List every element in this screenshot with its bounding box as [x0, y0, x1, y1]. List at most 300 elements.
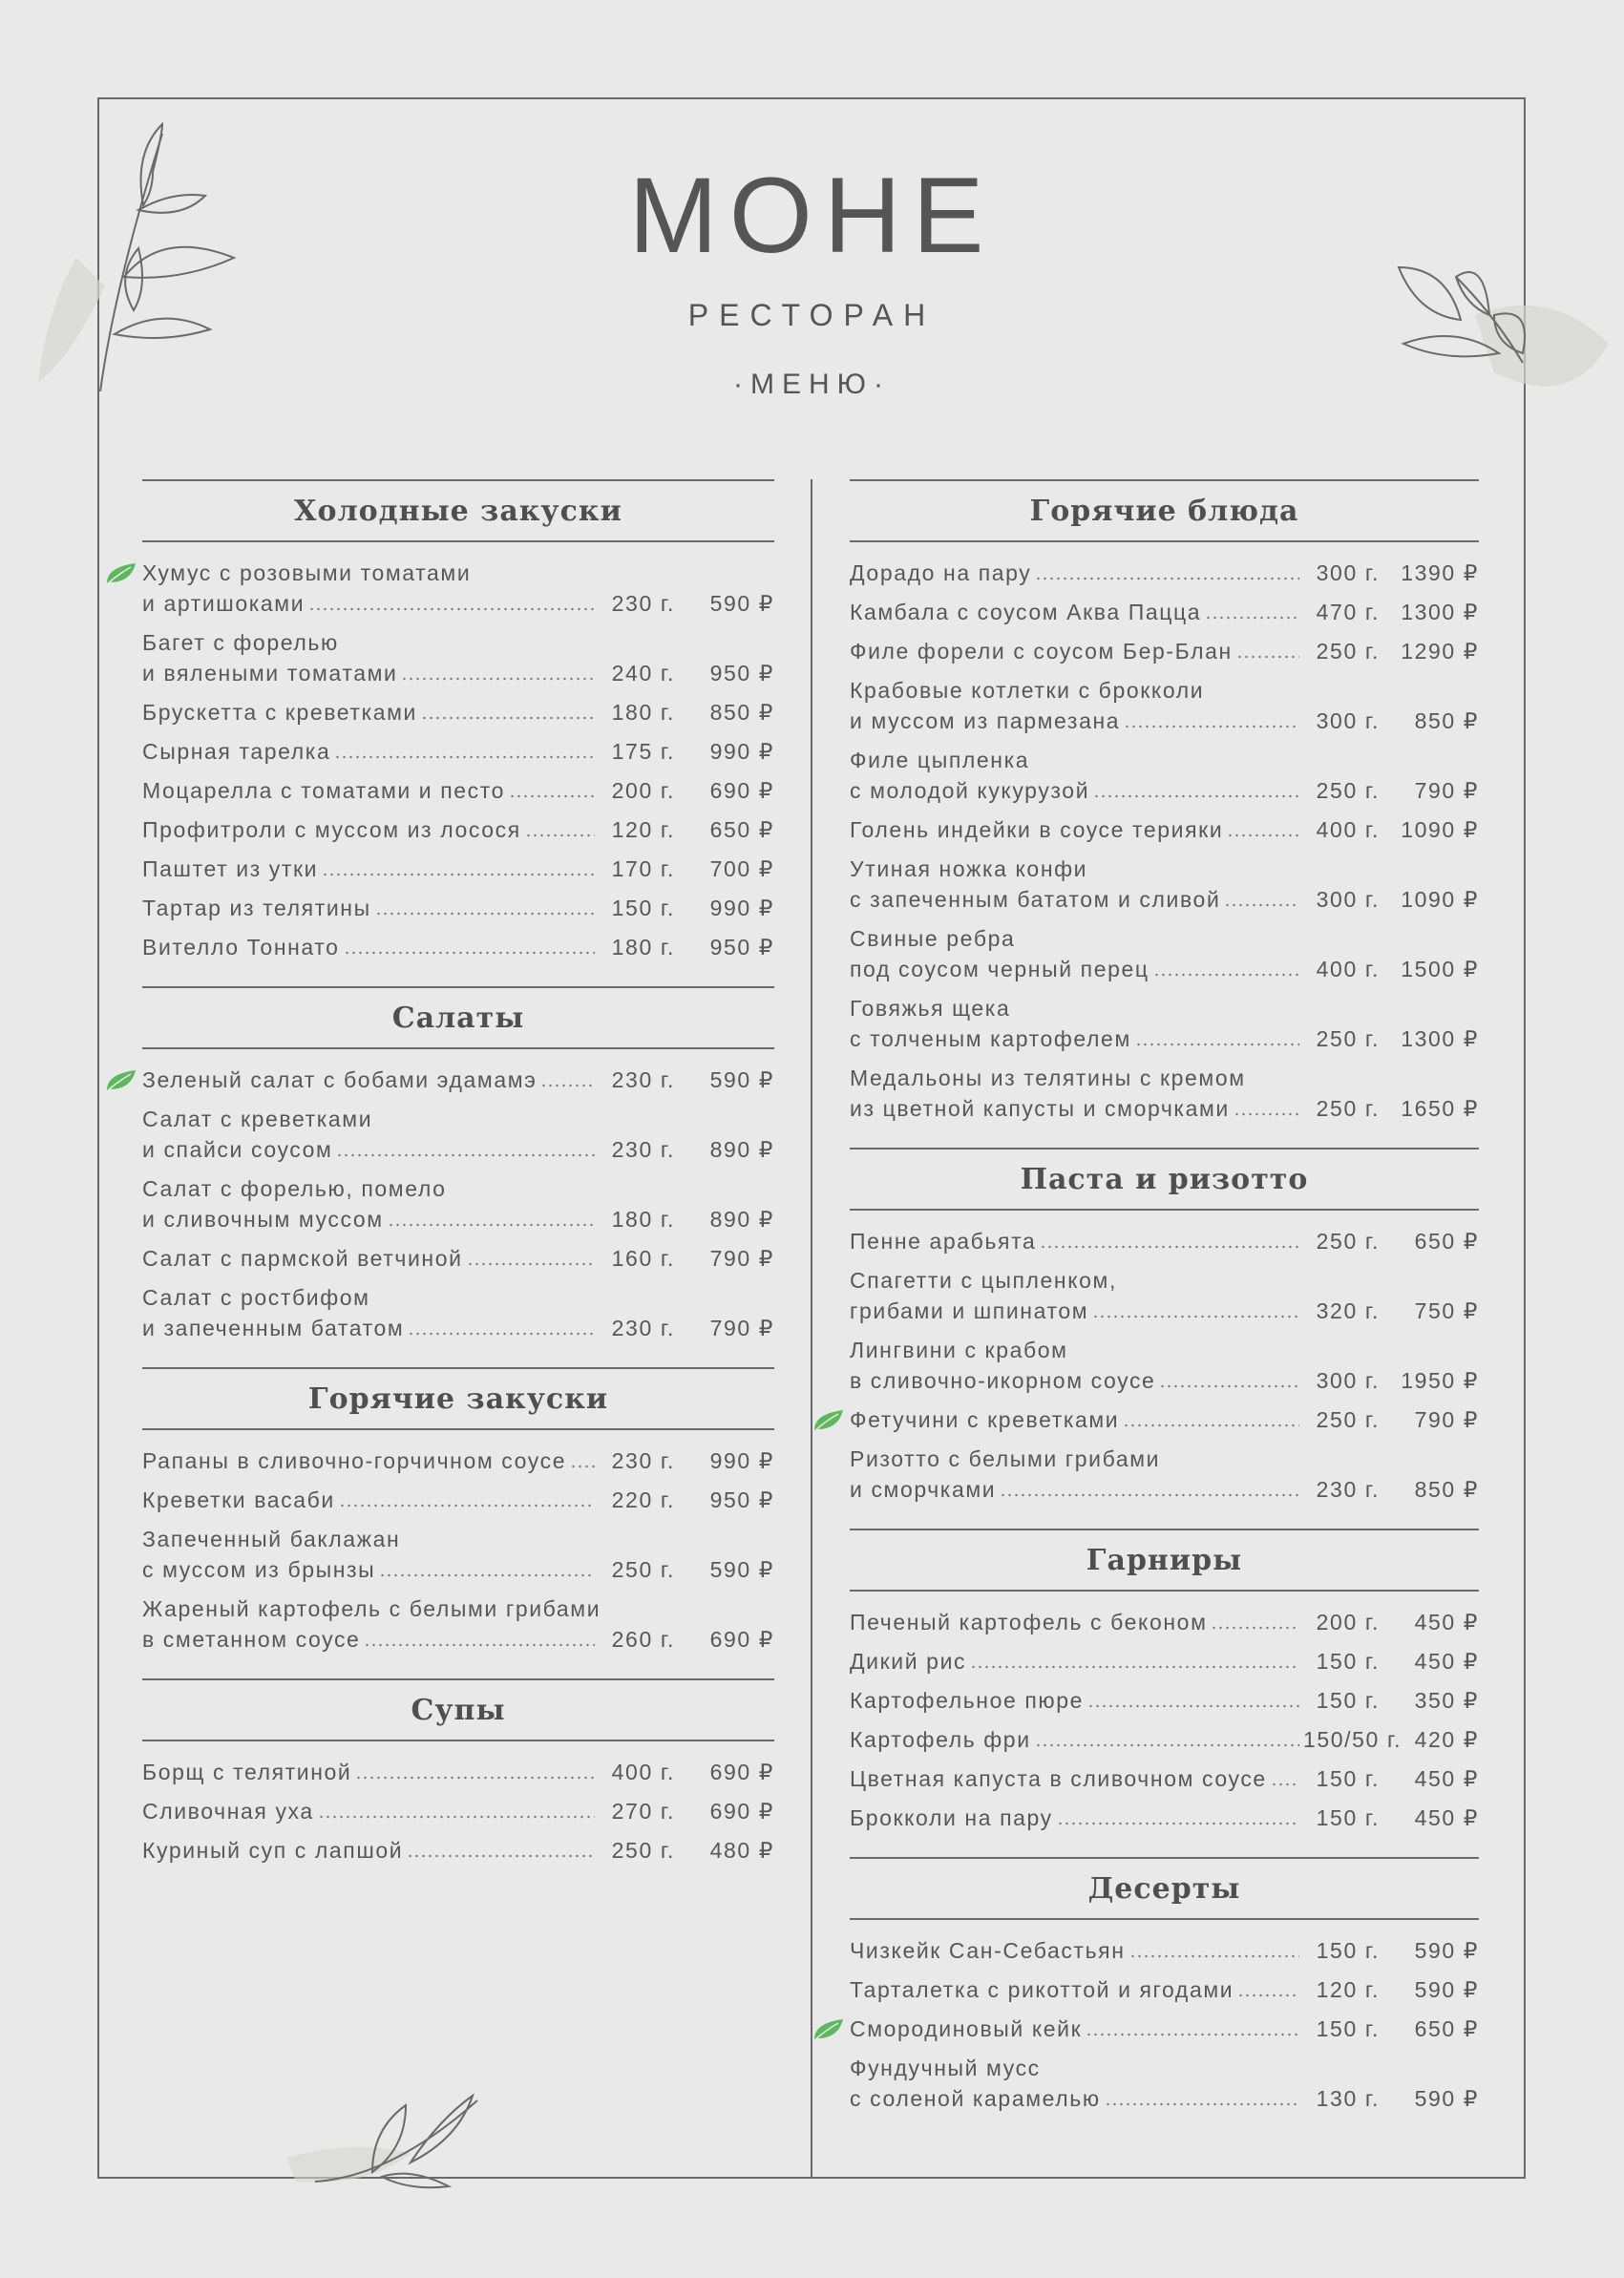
menu-item — [850, 1335, 1479, 1396]
menu-item-price: 790 ₽ — [709, 1316, 774, 1340]
menu-item-name: Смородиновый кейк — [850, 2016, 1083, 2041]
menu-item-price: 1650 ₽ — [1401, 1096, 1479, 1121]
menu-item — [142, 1445, 774, 1476]
menu-item-price: 590 ₽ — [1414, 1977, 1479, 2002]
menu-item-name: Багет с форелью — [142, 630, 339, 655]
dotted-leader — [336, 1153, 595, 1157]
menu-item-weight: 150/50 г. — [1303, 1727, 1403, 1752]
menu-item-row — [142, 697, 774, 728]
menu-item-weight: 230 г. — [611, 1448, 675, 1473]
menu-item-weight: 150 г. — [1316, 1805, 1380, 1830]
menu-item-row — [142, 1554, 774, 1585]
menu-item-name-line — [850, 923, 1479, 954]
menu-item-price: 650 ₽ — [1414, 1229, 1479, 1254]
menu-item-weight: 300 г. — [1316, 708, 1380, 733]
menu-item-name: Крабовые котлетки с брокколи — [850, 678, 1205, 703]
menu-item-name: Тарталетка с рикоттой и ягодами — [850, 1977, 1234, 2002]
menu-item — [850, 1226, 1479, 1256]
menu-item-name: Филе форели с соусом Бер-Блан — [850, 639, 1233, 664]
menu-item-price: 690 ₽ — [709, 1760, 774, 1784]
dotted-leader — [570, 1465, 595, 1468]
menu-item-price: 1300 ₽ — [1401, 1026, 1479, 1051]
menu-item-weight: 250 г. — [1316, 639, 1380, 664]
menu-item-name: Паштет из утки — [142, 856, 319, 881]
menu-item — [142, 932, 774, 962]
menu-item-weight: 470 г. — [1316, 600, 1380, 624]
menu-item-weight: 220 г. — [611, 1487, 675, 1512]
menu-item-price: 790 ₽ — [1414, 778, 1479, 803]
menu-item-weight: 240 г. — [611, 661, 675, 686]
menu-item-price: 890 ₽ — [709, 1137, 774, 1162]
menu-item-weight: 250 г. — [1316, 1096, 1380, 1121]
menu-section — [142, 986, 774, 1367]
menu-item-name: и сливочным муссом — [142, 1207, 384, 1232]
menu-item-price: 1500 ₽ — [1401, 957, 1479, 981]
menu-item-name: и сморчками — [850, 1477, 997, 1502]
menu-item-name: Сливочная уха — [142, 1799, 314, 1824]
menu-item — [850, 1974, 1479, 2005]
dotted-leader — [1227, 833, 1299, 837]
menu-item-weight: 120 г. — [611, 817, 675, 842]
menu-label: ·МЕНЮ· — [733, 369, 891, 400]
dotted-leader — [355, 1776, 595, 1780]
menu-item-row — [850, 1803, 1479, 1833]
right-menu-column — [850, 479, 1479, 2138]
dotted-leader — [1035, 577, 1299, 580]
dotted-leader — [970, 1665, 1299, 1669]
menu-item-row — [850, 884, 1479, 915]
menu-item-name: с соленой карамелью — [850, 2086, 1101, 2111]
dotted-leader — [322, 873, 595, 876]
dotted-leader — [1040, 1245, 1299, 1249]
menu-section — [850, 1857, 1479, 2138]
menu-item-price: 1090 ₽ — [1401, 887, 1479, 912]
menu-item-row — [850, 1646, 1479, 1677]
menu-item-row — [142, 1134, 774, 1165]
menu-item-weight: 320 г. — [1316, 1298, 1380, 1323]
menu-item — [850, 1265, 1479, 1326]
menu-item — [142, 814, 774, 845]
menu-item-name: Дорадо на пару — [850, 560, 1032, 585]
dotted-leader — [1035, 1743, 1299, 1747]
menu-item-name: Жареный картофель с белыми грибами — [142, 1596, 601, 1621]
menu-item — [142, 854, 774, 884]
menu-item-name: и запеченным бататом — [142, 1316, 405, 1340]
dotted-leader — [1123, 1424, 1299, 1427]
menu-item-price: 420 ₽ — [1414, 1727, 1479, 1752]
menu-item-row — [142, 932, 774, 962]
menu-item — [142, 1243, 774, 1274]
menu-item-row — [850, 814, 1479, 845]
menu-item-weight: 250 г. — [611, 1557, 675, 1582]
menu-item-list — [850, 1920, 1479, 2138]
dotted-leader — [467, 1262, 595, 1266]
menu-item-price: 450 ₽ — [1414, 1649, 1479, 1674]
menu-item-row — [850, 1226, 1479, 1256]
vegetarian-leaf-icon — [812, 1408, 844, 1433]
menu-item-price: 1390 ₽ — [1401, 560, 1479, 585]
menu-item-row — [850, 954, 1479, 984]
dotted-leader — [1105, 2102, 1299, 2106]
dotted-leader — [525, 833, 595, 837]
menu-item — [850, 2053, 1479, 2114]
menu-item-price: 990 ₽ — [709, 739, 774, 764]
menu-item-name-line — [850, 1063, 1479, 1093]
menu-item-price: 1090 ₽ — [1401, 817, 1479, 842]
dotted-leader — [1236, 655, 1299, 659]
menu-item-name: Медальоны из телятины с кремом — [850, 1065, 1246, 1090]
dotted-leader — [1092, 1315, 1299, 1318]
menu-item-price: 450 ₽ — [1414, 1610, 1479, 1635]
section-heading: Гарниры — [850, 1529, 1479, 1592]
menu-item-weight: 150 г. — [1316, 1688, 1380, 1713]
menu-item-row — [850, 636, 1479, 666]
menu-item-name: из цветной капусты и сморчками — [850, 1096, 1230, 1121]
menu-item — [850, 558, 1479, 588]
menu-item-name: и спайси соусом — [142, 1137, 333, 1162]
vegetarian-leaf-icon — [104, 1068, 137, 1093]
menu-item-weight: 180 г. — [611, 935, 675, 960]
menu-item-name: Свиные ребра — [850, 926, 1016, 951]
menu-item-name-line — [850, 1444, 1479, 1474]
menu-item — [142, 1065, 774, 1095]
menu-item-name: Картофельное пюре — [850, 1688, 1085, 1713]
menu-item-price: 850 ₽ — [1414, 708, 1479, 733]
section-heading: Горячие блюда — [850, 479, 1479, 542]
menu-item-price: 690 ₽ — [709, 778, 774, 803]
menu-item-name: Печеный картофель с беконом — [850, 1610, 1208, 1635]
menu-item-name-line — [850, 993, 1479, 1023]
menu-item-price: 850 ₽ — [1414, 1477, 1479, 1502]
restaurant-title: МОНЕ — [628, 156, 996, 275]
menu-section — [142, 479, 774, 986]
menu-item-name: Цветная капуста в сливочном соусе — [850, 1766, 1267, 1791]
menu-item — [142, 775, 774, 806]
vegetarian-leaf-icon — [812, 2017, 844, 2042]
menu-item-name: Фундучный мусс — [850, 2056, 1041, 2080]
menu-item-price: 480 ₽ — [709, 1838, 774, 1863]
dotted-leader — [1135, 1043, 1299, 1046]
section-heading: Супы — [142, 1678, 774, 1741]
menu-item-row — [850, 1404, 1479, 1435]
dotted-leader — [509, 794, 595, 798]
menu-item-name: Утиная ножка конфи — [850, 856, 1088, 881]
dotted-leader — [344, 951, 595, 955]
menu-item-name: Рапаны в сливочно-горчичном соусе — [142, 1448, 567, 1473]
menu-item-name: Салат с пармской ветчиной — [142, 1246, 463, 1271]
menu-item-name: Говяжья щека — [850, 996, 1011, 1021]
dotted-leader — [318, 1815, 595, 1819]
menu-item-name-line — [142, 558, 774, 588]
menu-item-name: Салат с креветками — [142, 1107, 373, 1131]
menu-item-weight: 250 г. — [1316, 778, 1380, 803]
menu-section — [850, 1529, 1479, 1857]
menu-item-name: грибами и шпинатом — [850, 1298, 1089, 1323]
menu-item — [850, 1724, 1479, 1755]
menu-item-price: 990 ₽ — [709, 896, 774, 920]
section-heading: Десерты — [850, 1857, 1479, 1920]
menu-item — [850, 1063, 1479, 1124]
menu-item — [142, 1173, 774, 1234]
menu-item-name: Салат с ростбифом — [142, 1285, 370, 1310]
menu-item-weight: 230 г. — [611, 1316, 675, 1340]
menu-item — [142, 1757, 774, 1787]
dotted-leader — [407, 1854, 595, 1858]
dotted-leader — [1224, 903, 1299, 907]
menu-item-name: с толченым картофелем — [850, 1026, 1131, 1051]
menu-item-row — [850, 2014, 1479, 2044]
menu-item-row — [142, 1204, 774, 1234]
menu-item-row — [142, 893, 774, 923]
dotted-leader — [408, 1332, 595, 1336]
dotted-leader — [375, 912, 595, 916]
menu-item-weight: 250 г. — [611, 1838, 675, 1863]
menu-item — [142, 1524, 774, 1585]
dotted-leader — [1153, 973, 1299, 977]
menu-item-name-line — [142, 1282, 774, 1313]
menu-item-price: 350 ₽ — [1414, 1688, 1479, 1713]
menu-item — [850, 814, 1479, 845]
menu-item-weight: 400 г. — [1316, 957, 1380, 981]
dotted-leader — [1234, 1112, 1299, 1116]
dotted-leader — [334, 755, 595, 759]
menu-item-row — [142, 854, 774, 884]
menu-item — [142, 1593, 774, 1655]
menu-item-name: Фетучини с креветками — [850, 1407, 1120, 1432]
menu-item-name: Моцарелла с томатами и песто — [142, 778, 506, 803]
menu-item-list — [142, 1741, 774, 1889]
menu-item-price: 590 ₽ — [709, 1557, 774, 1582]
menu-item — [142, 1485, 774, 1515]
dotted-leader — [1087, 1704, 1299, 1708]
menu-item-name: и вялеными томатами — [142, 661, 398, 686]
menu-item-price: 650 ₽ — [709, 817, 774, 842]
menu-item-row — [850, 1296, 1479, 1326]
menu-item-row — [850, 1607, 1479, 1637]
menu-item-name: и артишоками — [142, 591, 306, 616]
menu-item-name-line — [850, 854, 1479, 884]
menu-section — [142, 1678, 774, 1889]
menu-item-name-line — [850, 1335, 1479, 1365]
menu-item-weight: 150 г. — [1316, 1649, 1380, 1674]
menu-item-row — [850, 2083, 1479, 2114]
section-heading: Горячие закуски — [142, 1367, 774, 1430]
menu-item-list — [850, 542, 1479, 1148]
menu-item-list — [142, 1049, 774, 1367]
menu-item-row — [850, 558, 1479, 588]
menu-item-weight: 175 г. — [611, 739, 675, 764]
menu-item-row — [850, 1763, 1479, 1794]
menu-item-weight: 180 г. — [611, 700, 675, 725]
menu-item-price: 590 ₽ — [1414, 2086, 1479, 2111]
menu-item-name: в сметанном соусе — [142, 1627, 361, 1652]
menu-item-row — [850, 1685, 1479, 1716]
menu-item-weight: 230 г. — [1316, 1477, 1380, 1502]
menu-item-name: с муссом из брынзы — [142, 1557, 376, 1582]
menu-item-row — [142, 1624, 774, 1655]
menu-item — [850, 1935, 1479, 1966]
menu-item — [850, 2014, 1479, 2044]
menu-item-name: Голень индейки в соусе терияки — [850, 817, 1224, 842]
menu-item-row — [142, 1835, 774, 1866]
menu-item-row — [850, 1093, 1479, 1124]
menu-item-row — [142, 1243, 774, 1274]
menu-item — [850, 1404, 1479, 1435]
dotted-leader — [1205, 616, 1299, 620]
menu-item-price: 850 ₽ — [709, 700, 774, 725]
menu-item-row — [850, 1974, 1479, 2005]
menu-item-row — [850, 597, 1479, 627]
menu-item-row — [142, 1313, 774, 1343]
menu-section — [142, 1367, 774, 1678]
dotted-leader — [540, 1084, 595, 1087]
menu-item-name: Брокколи на пару — [850, 1805, 1053, 1830]
menu-item-weight: 120 г. — [1316, 1977, 1380, 2002]
section-heading: Холодные закуски — [142, 479, 774, 542]
menu-item — [850, 1646, 1479, 1677]
menu-item-name: с молодой кукурузой — [850, 778, 1090, 803]
menu-item-price: 790 ₽ — [709, 1246, 774, 1271]
menu-item-row — [142, 1065, 774, 1095]
dotted-leader — [1124, 725, 1299, 728]
menu-item-name: Лингвини с крабом — [850, 1338, 1068, 1362]
dotted-leader — [1237, 1993, 1299, 1997]
menu-item-weight: 300 г. — [1316, 887, 1380, 912]
section-heading: Салаты — [142, 986, 774, 1049]
menu-item-price: 1950 ₽ — [1401, 1368, 1479, 1393]
menu-item-weight: 200 г. — [611, 778, 675, 803]
menu-item — [142, 1282, 774, 1343]
menu-item — [850, 1763, 1479, 1794]
menu-item-price: 1300 ₽ — [1401, 600, 1479, 624]
dotted-leader — [1093, 794, 1299, 798]
dotted-leader — [421, 716, 595, 720]
menu-item-name: Куриный суп с лапшой — [142, 1838, 404, 1863]
menu-item-name: и муссом из пармезана — [850, 708, 1121, 733]
menu-item-row — [142, 814, 774, 845]
menu-item-weight: 200 г. — [1316, 1610, 1380, 1635]
menu-item-price: 450 ₽ — [1414, 1805, 1479, 1830]
menu-item-weight: 230 г. — [611, 1137, 675, 1162]
menu-item-name: с запеченным бататом и сливой — [850, 887, 1221, 912]
column-divider — [811, 479, 812, 2179]
menu-item-weight: 260 г. — [611, 1627, 675, 1652]
menu-item-price: 590 ₽ — [709, 591, 774, 616]
menu-item-name: Салат с форелью, помело — [142, 1176, 447, 1201]
menu-item-price: 650 ₽ — [1414, 2016, 1479, 2041]
menu-item-price: 990 ₽ — [709, 1448, 774, 1473]
menu-item-weight: 400 г. — [1316, 817, 1380, 842]
menu-item-price: 790 ₽ — [1414, 1407, 1479, 1432]
menu-item — [850, 993, 1479, 1054]
menu-item — [850, 745, 1479, 806]
menu-item — [850, 1803, 1479, 1833]
menu-item-price: 950 ₽ — [709, 661, 774, 686]
menu-item-name: Картофель фри — [850, 1727, 1031, 1752]
menu-item-price: 700 ₽ — [709, 856, 774, 881]
menu-item-row — [850, 1724, 1479, 1755]
left-menu-column — [142, 479, 774, 1889]
menu-item-name: Борщ с телятиной — [142, 1760, 352, 1784]
menu-item-price: 450 ₽ — [1414, 1766, 1479, 1791]
menu-item-name-line — [850, 1265, 1479, 1296]
menu-item — [850, 597, 1479, 627]
menu-item — [850, 1444, 1479, 1505]
menu-item-weight: 250 г. — [1316, 1026, 1380, 1051]
menu-item-weight: 270 г. — [611, 1799, 675, 1824]
menu-item — [850, 675, 1479, 736]
menu-item — [850, 1685, 1479, 1716]
menu-item-price: 690 ₽ — [709, 1799, 774, 1824]
menu-item-row — [850, 706, 1479, 736]
menu-item-name-line — [142, 1524, 774, 1554]
menu-item — [142, 558, 774, 619]
menu-item-weight: 150 г. — [611, 896, 675, 920]
menu-item-list — [142, 1430, 774, 1678]
menu-item — [142, 627, 774, 688]
menu-item-weight: 250 г. — [1316, 1407, 1380, 1432]
menu-item-price: 1290 ₽ — [1401, 639, 1479, 664]
menu-item-name: Брускетта с креветками — [142, 700, 417, 725]
menu-item-name: Филе цыпленка — [850, 748, 1030, 772]
menu-item — [142, 1796, 774, 1826]
menu-item-weight: 230 г. — [611, 1067, 675, 1092]
menu-item-name: Вителло Тоннато — [142, 935, 340, 960]
menu-item-name-line — [142, 627, 774, 658]
menu-item-price: 950 ₽ — [709, 1487, 774, 1512]
dotted-leader — [1271, 1782, 1299, 1786]
menu-item-weight: 150 г. — [1316, 2016, 1380, 2041]
menu-item-price: 690 ₽ — [709, 1627, 774, 1652]
menu-item-row — [850, 1935, 1479, 1966]
menu-item-name: Хумус с розовыми томатами — [142, 560, 472, 585]
menu-item-name-line — [850, 745, 1479, 775]
menu-item-name: Сырная тарелка — [142, 739, 331, 764]
menu-item-name-line — [850, 675, 1479, 706]
menu-item-name: Ризотто с белыми грибами — [850, 1446, 1161, 1471]
menu-item-name: Тартар из телятины — [142, 896, 371, 920]
dotted-leader — [364, 1643, 595, 1647]
menu-item-name-line — [142, 1593, 774, 1624]
dotted-leader — [1159, 1384, 1299, 1388]
menu-item-name: в сливочно-икорном соусе — [850, 1368, 1156, 1393]
menu-item-row — [850, 1023, 1479, 1054]
menu-item-name: Креветки васаби — [142, 1487, 335, 1512]
menu-section — [850, 1148, 1479, 1529]
menu-item-weight: 230 г. — [611, 591, 675, 616]
menu-item-weight: 160 г. — [611, 1246, 675, 1271]
menu-item-name: Пенне арабьята — [850, 1229, 1037, 1254]
menu-item-name-line — [142, 1173, 774, 1204]
menu-item — [142, 1104, 774, 1165]
menu-item-row — [142, 775, 774, 806]
dotted-leader — [1000, 1493, 1299, 1497]
menu-item — [850, 923, 1479, 984]
menu-item-name: под соусом черный перец — [850, 957, 1149, 981]
menu-item-weight: 130 г. — [1316, 2086, 1380, 2111]
menu-item-weight: 400 г. — [611, 1760, 675, 1784]
menu-item-row — [142, 1757, 774, 1787]
menu-item — [142, 697, 774, 728]
menu-item-list — [142, 542, 774, 986]
menu-item-name: Профитроли с муссом из лосося — [142, 817, 521, 842]
menu-item-name-line — [850, 2053, 1479, 2083]
section-heading: Паста и ризотто — [850, 1148, 1479, 1211]
leaf-branch-bottom-icon — [277, 2081, 496, 2196]
menu-item-row — [142, 1796, 774, 1826]
menu-item-row — [142, 1445, 774, 1476]
menu-item — [142, 736, 774, 767]
